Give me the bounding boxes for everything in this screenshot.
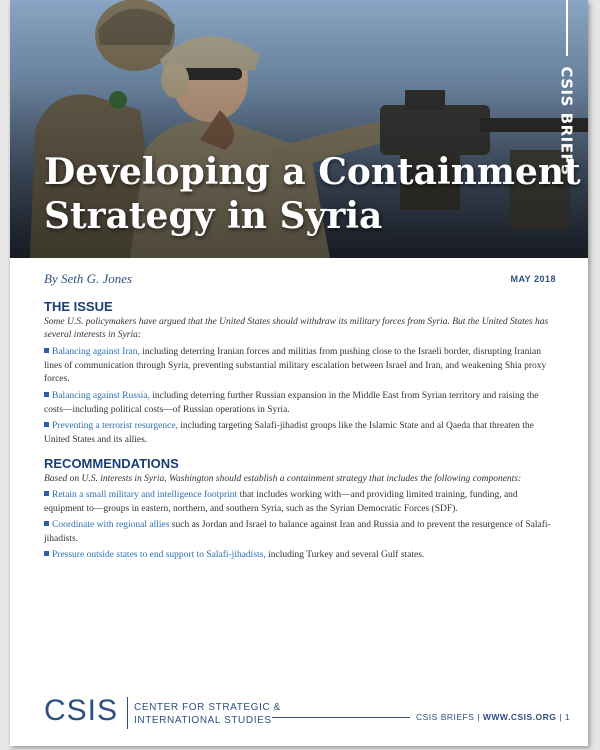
issue-item xyxy=(44,390,556,417)
footer-separator: | xyxy=(559,712,562,722)
title-line-1: Developing a Containment xyxy=(44,151,581,193)
series-tab-rule xyxy=(566,0,568,56)
website-link[interactable]: WWW.CSIS.ORG xyxy=(482,712,557,722)
issue-heading: THE ISSUE xyxy=(44,299,113,314)
square-bullet-icon xyxy=(44,422,49,427)
series-label: CSIS BRIEFS xyxy=(558,66,576,176)
recommendation-item-lead: Retain a small military and intelligence footprint xyxy=(52,490,238,500)
recommendation-item xyxy=(44,549,556,563)
recommendation-item-text: that includes working with—and providing limited training, funding, and equipment to—groups in eastern, northern, and southern Syria, such as the Syrian Democratic Forces (SDF). xyxy=(44,490,518,514)
publication-date: MAY 2018 xyxy=(510,274,556,284)
square-bullet-icon xyxy=(44,491,49,496)
recommendation-item-text: such as Jordan and Israel to balance against Iran and Russia and to prevent the resurgence of Salafi-jihadists. xyxy=(44,520,551,544)
issue-item xyxy=(44,346,556,387)
recommendation-item-text: including Turkey and several Gulf states. xyxy=(265,550,425,560)
issue-item-text: including deterring further Russian expansion in the Middle East from Syrian territory and raising the costs—including political costs—of Russian operations in Syria. xyxy=(44,391,539,415)
cover-photo xyxy=(10,0,588,258)
organization-name-line-1: CENTER FOR STRATEGIC & xyxy=(134,702,281,713)
recommendation-item xyxy=(44,519,556,546)
issue-item-lead: Balancing against Russia, xyxy=(52,391,150,401)
issue-intro: Some U.S. policymakers have argued that the United States should withdraw its military forces from Syria. But the United States has several interests in Syria: xyxy=(44,317,549,340)
issue-item-text: including targeting Salafi-jihadist groups like the Islamic State and al Qaeda that threaten the United States and its allies. xyxy=(44,421,534,445)
csis-logo: CSIS xyxy=(44,694,119,727)
recommendation-item xyxy=(44,489,556,516)
issue-item-lead: Preventing a terrorist resurgence, xyxy=(52,421,178,431)
square-bullet-icon xyxy=(44,551,49,556)
document-page xyxy=(10,0,588,746)
issue-item-lead: Balancing against Iran, xyxy=(52,347,140,357)
footer-series: CSIS BRIEFS xyxy=(416,712,475,722)
title-line-2: Strategy in Syria xyxy=(44,195,383,237)
footer-separator: | xyxy=(477,712,480,722)
square-bullet-icon xyxy=(44,392,49,397)
recommendation-item-lead: Coordinate with regional allies xyxy=(52,520,170,530)
page-title xyxy=(44,150,581,238)
footer-meta xyxy=(416,712,570,722)
footer-divider xyxy=(127,697,128,729)
recommendations-heading: RECOMMENDATIONS xyxy=(44,456,179,471)
page-number: 1 xyxy=(564,712,571,722)
organization-name-line-2: INTERNATIONAL STUDIES xyxy=(134,715,272,726)
recommendation-item-lead: Pressure outside states to end support to Salafi-jihadists, xyxy=(52,550,266,560)
issue-item-text: including deterring Iranian forces and militias from pushing close to the Israeli border, disrupting Iranian lines of communication through Syria, preventing substantial military escalation between Israel and Iran, and weakening Shia proxy forces. xyxy=(44,347,547,384)
organization-name xyxy=(134,701,281,727)
recommendations-intro: Based on U.S. interests in Syria, Washington should establish a containment strategy that includes the following components: xyxy=(44,474,522,484)
square-bullet-icon xyxy=(44,348,49,353)
footer-rule xyxy=(272,717,410,718)
square-bullet-icon xyxy=(44,521,49,526)
author-byline: By Seth G. Jones xyxy=(44,271,133,286)
issue-item xyxy=(44,420,556,447)
